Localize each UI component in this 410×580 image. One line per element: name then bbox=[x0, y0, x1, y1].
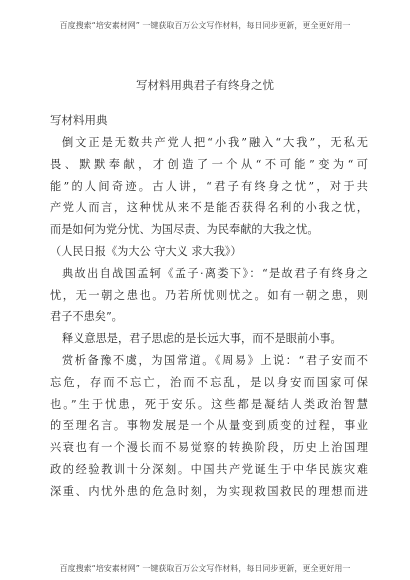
section-heading: 写材料用典 bbox=[50, 113, 108, 127]
body-line: 深重、内忧外患的危急时刻，为实现救国救民的理想而进 bbox=[50, 484, 368, 498]
body-line: 而是如何为党分忧、为国尽责、为民奉献的大我之忧。 bbox=[50, 223, 319, 237]
body-line: 政的经验教训十分深刻。中国共产党诞生于中华民族灾难 bbox=[50, 462, 368, 476]
page-footer: 百度搜索“培安素材网” 一键获取百万公文写作材料，每日同步更新，更全更好用一 bbox=[59, 564, 351, 573]
document-title: 写材料用典君子有终身之忧 bbox=[136, 78, 274, 92]
page-header: 百度搜索“培安素材网” 一键获取百万公文写作材料，每日同步更新，更全更好用一 bbox=[59, 21, 351, 30]
body-line: 倒文正是无数共产党人把“小我”融入“大我”，无私无 bbox=[62, 136, 368, 149]
body-line: 典故出自战国孟轲《孟子·离娄下》：“是故君子有终身之 bbox=[62, 266, 368, 280]
document-body bbox=[50, 132, 368, 503]
body-line: 也。”生于忧患，死于安乐。这些都是凝结人类政治智慧 bbox=[50, 397, 368, 411]
body-line: 释义意思是，君子思虑的是长远大事，而不是眼前小事。 bbox=[62, 332, 342, 346]
body-line: 忘危，存而不忘亡，治而不忘乱，是以身安而国家可保 bbox=[50, 375, 368, 389]
body-line: 的至理名言。事物发展是一个从量变到质变的过程，事业 bbox=[50, 419, 368, 433]
body-line: 忧，无一朝之患也。乃若所忧则忧之。如有一朝之患，则 bbox=[50, 288, 368, 302]
body-line: 能”的人间奇迹。古人讲，“君子有终身之忧”，对于共 bbox=[50, 179, 368, 193]
body-line: 产党人而言，这种忧从来不是能否获得名利的小我之忧， bbox=[50, 201, 368, 215]
body-line: 兴衰也有一个漫长而不易觉察的转换阶段，历史上治国理 bbox=[50, 441, 368, 455]
body-line: 君子不患矣”。 bbox=[50, 310, 123, 324]
body-line: 赏析备豫不虞，为国常道。《周易》上说：“君子安而不 bbox=[62, 353, 368, 367]
body-line: （人民日报《为大公 守大义 求大我》） bbox=[50, 244, 242, 258]
body-line: 畏、默默奉献，才创造了一个从“不可能”变为“可 bbox=[50, 157, 368, 171]
